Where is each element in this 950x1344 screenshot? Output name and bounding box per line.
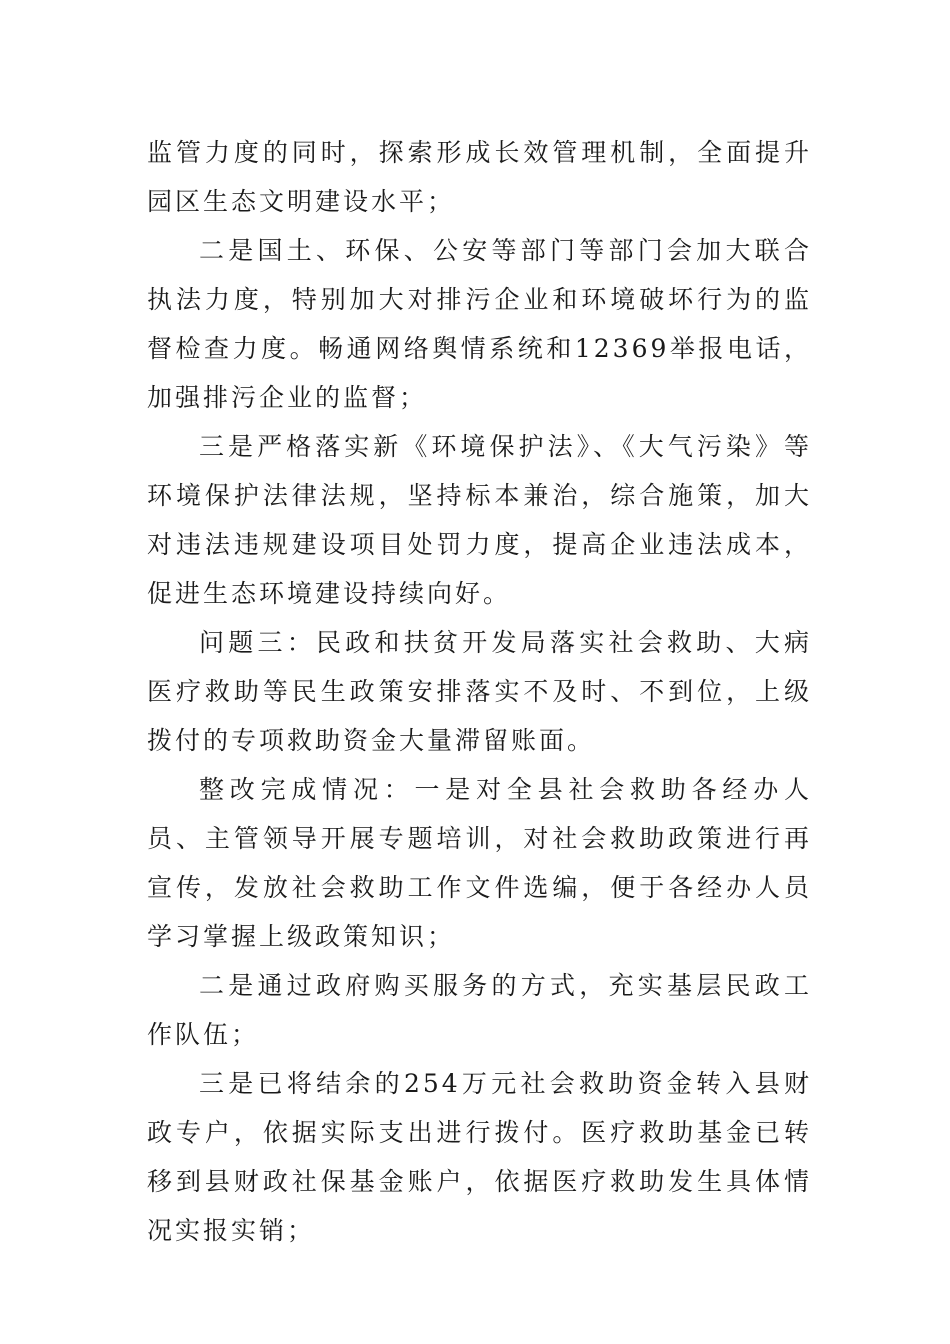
paragraph-1: 监管力度的同时，探索形成长效管理机制，全面提升园区生态文明建设水平； — [147, 138, 812, 216]
paragraph-2: 二是国土、环保、公安等部门等部门会加大联合执法力度，特别加大对排污企业和环境破坏行为的监督检查力度。畅通网络舆情系统和12369举报电话，加强排污企业的监督； — [147, 236, 812, 412]
paragraph-5: 整改完成情况：一是对全县社会救助各经办人员、主管领导开展专题培训，对社会救助政策进行再宣传，发放社会救助工作文件选编，便于各经办人员学习掌握上级政策知识； — [147, 775, 812, 951]
document-body — [147, 128, 812, 1255]
paragraph-6: 二是通过政府购买服务的方式，充实基层民政工作队伍； — [147, 971, 812, 1049]
paragraph-7: 三是已将结余的254万元社会救助资金转入县财政专户，依据实际支出进行拨付。医疗救助基金已转移到县财政社保基金账户，依据医疗救助发生具体情况实报实销； — [147, 1069, 812, 1245]
paragraph-3: 三是严格落实新《环境保护法》、《大气污染》等环境保护法律法规，坚持标本兼治，综合施策，加大对违法违规建设项目处罚力度，提高企业违法成本，促进生态环境建设持续向好。 — [147, 432, 812, 608]
paragraph-4: 问题三：民政和扶贫开发局落实社会救助、大病医疗救助等民生政策安排落实不及时、不到位，上级拨付的专项救助资金大量滞留账面。 — [147, 628, 812, 755]
